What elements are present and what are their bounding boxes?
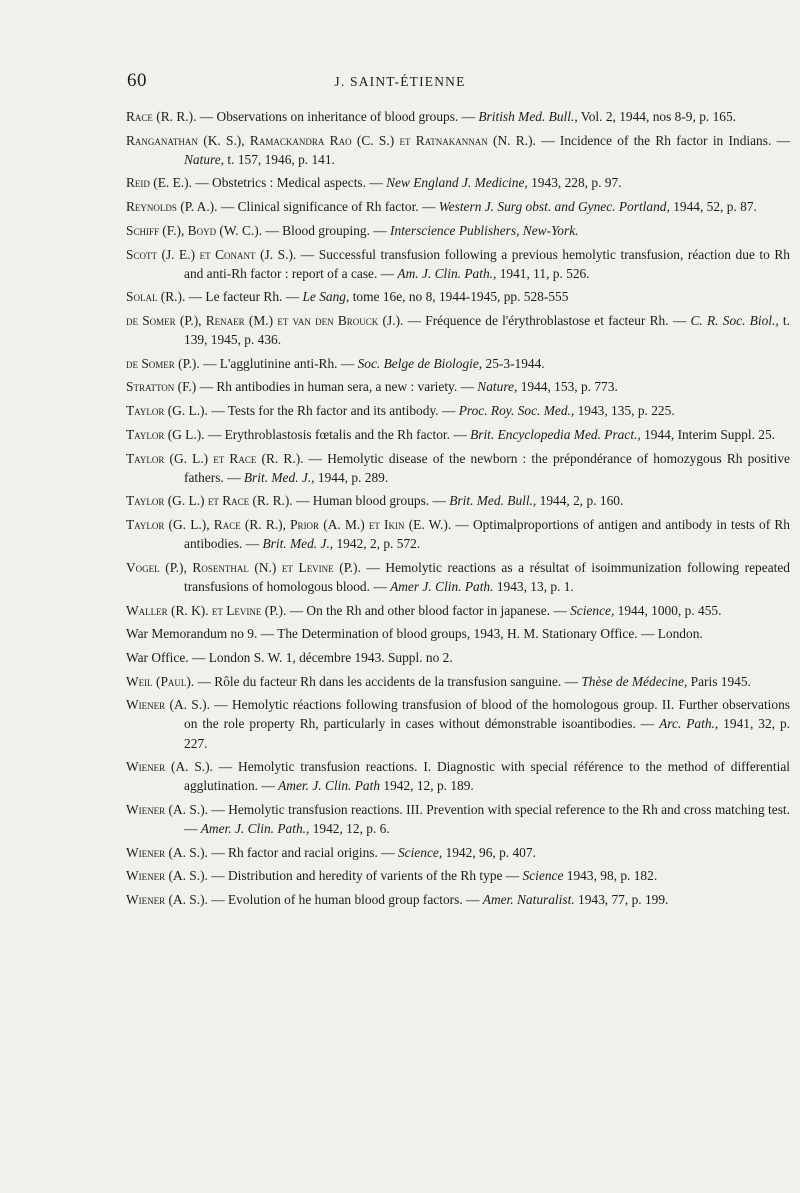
reference-source: Western J. Surg obst. and Gynec. Portland, (438, 199, 670, 215)
reference-title: — Hemolytic transfusion reactions. III. Prevention with special reference to the Rh and cross matching test. — (184, 801, 790, 837)
reference-source: Proc. Roy. Soc. Med., (458, 403, 575, 419)
reference-details: 1943, 228, p. 97. (527, 175, 622, 191)
reference-authors: Scott (J. E.) et Conant (J. S.). (126, 246, 297, 262)
reference-entry (126, 197, 790, 216)
reference-title: — Successful transfusion following a previous hemolytic transfusion, réaction due to Rh and anti-Rh factor : report of a case. — (184, 246, 790, 281)
reference-title: — Incidence of the Rh factor in Indians. — (535, 132, 791, 148)
reference-title: — Clinical significance of Rh factor. — (217, 199, 439, 215)
reference-title: — Le facteur Rh. — (185, 289, 303, 305)
reference-source: Brit. Med. Bull., (449, 493, 537, 509)
reference-source: Science, (570, 602, 615, 618)
reference-authors: Wiener (A. S.). (126, 697, 210, 713)
reference-entry (126, 491, 790, 510)
reference-details: 1944, Interim Suppl. 25. (640, 426, 776, 442)
reference-details: 1941, 32, p. 227. (184, 716, 790, 751)
reference-authors: Waller (R. K). et Levine (P.). (126, 602, 287, 618)
reference-details: 25-3-1944. (482, 355, 545, 371)
reference-title: — L'agglutinine anti-Rh. — (199, 355, 358, 371)
reference-title: — Obstetrics : Medical aspects. — (191, 175, 387, 191)
reference-title: — Evolution of he human blood group factors. — (207, 892, 483, 908)
reference-source: Brit. Med. J., (243, 469, 315, 485)
reference-authors: Wiener (A. S.). (126, 844, 208, 860)
reference-entry (126, 695, 790, 752)
reference-details: 1943, 135, p. 225. (574, 403, 675, 419)
reference-source: Amer. Naturalist. (482, 892, 575, 908)
reference-authors: Wiener (A. S.). (126, 868, 208, 884)
reference-title: — Hemolytic disease of the newborn : the prépondérance of homozygous Rh positive fathers. — (184, 450, 791, 485)
reference-authors: Taylor (G. L.) et Race (R. R.). (126, 450, 304, 466)
reference-source: Brit. Med. J., (262, 536, 334, 552)
reference-source: Amer. J. Clin. Path., (200, 821, 310, 837)
reference-authors: Taylor (G. L.) et Race (R. R.). (126, 493, 293, 509)
reference-authors: Stratton (F.) (126, 379, 197, 395)
reference-entry (126, 624, 790, 643)
reference-title: — Rh factor and racial origins. — (207, 844, 398, 860)
reference-entry (126, 515, 790, 553)
reference-details: , Vol. 2, 1944, nos 8-9, p. 165. (574, 109, 737, 124)
reference-source: Am. J. Clin. Path., (397, 265, 497, 281)
page-number: 60 (127, 70, 147, 91)
reference-title: — Blood grouping. — (262, 222, 391, 238)
reference-details: 1944, 52, p. 87. (669, 199, 757, 215)
reference-details: 1943, 77, p. 199. (574, 892, 669, 908)
reference-entry (126, 800, 790, 838)
reference-entry (126, 866, 790, 885)
reference-title: — Tests for the Rh factor and its antibody. — (207, 403, 459, 419)
reference-entry (126, 354, 790, 373)
reference-entry (126, 449, 790, 487)
reference-title: — Hemolytic reactions as a résultat of isoimmunization following repeated transfusions of homologous blood. — (184, 559, 790, 594)
reference-title: — Human blood groups. — (292, 493, 450, 509)
reference-authors: Taylor (G. L.), Race (R. R.), Prior (A. M.) et Ikin (E. W.). (126, 517, 452, 532)
reference-title: — Optimalproportions of antigen and antibody in tests of Rh antibodies. — (184, 517, 790, 552)
reference-entry (126, 245, 790, 283)
page-header (0, 68, 800, 98)
reference-details: 1942, 96, p. 407. (442, 844, 536, 860)
reference-entry (126, 648, 790, 667)
reference-title: — Hemolytic réactions following transfusion of blood of the homologous group. II. Further observations on the role property Rh, particularly in cases without démonstrable isoantibodies. — (184, 697, 790, 732)
reference-entry (126, 377, 790, 396)
reference-details: 1942, 12, p. 189. (380, 778, 474, 794)
reference-source: Le Sang, (302, 289, 350, 305)
reference-authors: Wiener (A. S.). (126, 801, 209, 817)
reference-authors: Weil (Paul). (126, 673, 195, 689)
reference-source: Nature, (184, 151, 225, 167)
reference-details: 1944, 1000, p. 455. (614, 602, 722, 618)
reference-entry (126, 757, 790, 795)
reference-authors: Reid (E. E.). (126, 175, 192, 191)
reference-details: 1944, p. 289. (314, 469, 389, 485)
reference-details: 1944, 2, p. 160. (536, 493, 624, 509)
reference-entry (126, 131, 790, 169)
reference-title: — Rh antibodies in human sera, a new : variety. — (196, 379, 478, 395)
reference-entry (126, 601, 790, 620)
reference-details: tome 16e, no 8, 1944-1945, pp. 528-555 (349, 289, 569, 305)
reference-entry (126, 107, 790, 126)
reference-details: t. 157, 1946, p. 141. (224, 151, 335, 167)
reference-source: Amer. J. Clin. Path (278, 778, 381, 794)
reference-details: 1941, 11, p. 526. (496, 265, 590, 281)
reference-details: 1944, 153, p. 773. (517, 379, 618, 395)
reference-authors: Wiener (A. S.). (126, 892, 208, 908)
reference-source: C. R. Soc. Biol., (690, 313, 779, 328)
reference-entry (126, 890, 790, 909)
reference-entry (126, 311, 790, 349)
reference-details: t. 139, 1945, p. 436. (184, 313, 790, 348)
reference-authors: Solal (R.). (126, 289, 186, 305)
reference-title: — On the Rh and other blood factor in japanese. — (286, 602, 571, 618)
reference-entry (126, 843, 790, 862)
reference-authors: Taylor (G L.). (126, 426, 205, 442)
reference-source: Science (522, 868, 564, 884)
reference-source: Arc. Path., (659, 716, 719, 732)
reference-entry (126, 425, 790, 444)
reference-source: Science, (397, 844, 443, 860)
reference-authors: Vogel (P.), Rosenthal (N.) et Levine (P.). (126, 559, 361, 575)
reference-title: — Fréquence de l'érythroblastose et facteur Rh. — (403, 313, 691, 328)
reference-source: New England J. Medicine, (386, 175, 528, 191)
reference-entry (126, 558, 790, 596)
reference-title: — Erythroblastosis fœtalis and the Rh factor. — (204, 426, 471, 442)
reference-entry (126, 173, 790, 192)
running-title: J. SAINT-ÉTIENNE (334, 74, 466, 89)
reference-entry (126, 401, 790, 420)
reference-title: — Distribution and heredity of varients of the Rh type — (207, 868, 523, 884)
reference-source: Interscience Publishers, New-York. (390, 222, 579, 238)
reference-title: — Observations on inheritance of blood groups. — (196, 109, 479, 124)
reference-source: Nature, (477, 379, 518, 395)
reference-title: — Rôle du facteur Rh dans les accidents de la transfusion sanguine. — (194, 673, 582, 689)
reference-authors: Ranganathan (K. S.), Ramackandra Rao (C. S.) et Ratnakannan (N. R.). (126, 132, 536, 148)
reference-title: War Memorandum no 9. — The Determination of blood groups, 1943, H. M. Stationary Office. — London. (126, 626, 703, 642)
reference-source: Soc. Belge de Biologie, (357, 355, 483, 371)
reference-authors: Reynolds (P. A.). (126, 199, 218, 215)
reference-source: Thèse de Médecine, (581, 673, 688, 689)
reference-source: Brit. Encyclopedia Med. Pract., (470, 426, 641, 442)
reference-source: British Med. Bull. (478, 109, 575, 124)
reference-details: 1942, 12, p. 6. (309, 821, 390, 837)
reference-entry (126, 221, 790, 240)
reference-authors: Schiff (F.), Boyd (W. C.). (126, 222, 263, 238)
reference-authors: Wiener (A. S.). (126, 759, 213, 775)
reference-list (126, 107, 790, 914)
reference-entry (126, 287, 790, 306)
reference-title: War Office. — London S. W. 1, décembre 1943. Suppl. no 2. (126, 649, 453, 665)
reference-authors: de Somer (P.), Renaer (M.) et van den Brouck (J.). (126, 313, 404, 328)
reference-details: 1943, 13, p. 1. (493, 578, 574, 594)
reference-entry (126, 672, 790, 691)
reference-title: — Hemolytic transfusion reactions. I. Diagnostic with special référence to the method of differential agglutination. — (184, 759, 790, 794)
reference-source: Amer J. Clin. Path. (390, 578, 494, 594)
reference-details: 1942, 2, p. 572. (333, 536, 421, 552)
reference-details: 1943, 98, p. 182. (563, 868, 658, 884)
reference-details: Paris 1945. (687, 673, 751, 689)
reference-authors: Race (R. R.). (126, 109, 197, 124)
reference-authors: de Somer (P.). (126, 355, 200, 371)
reference-authors: Taylor (G. L.). (126, 403, 208, 419)
